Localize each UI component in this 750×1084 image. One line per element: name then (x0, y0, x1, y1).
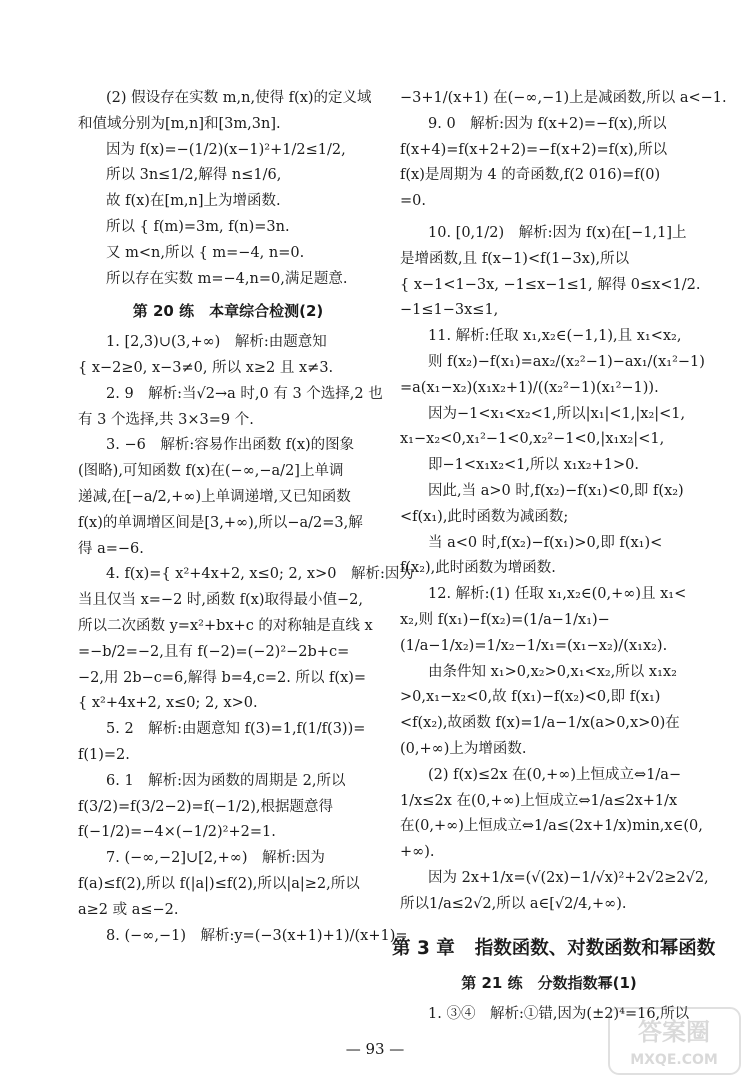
text-line: <f(x₂),故函数 f(x)=1/a−1/x(a>0,x>0)在 (400, 715, 680, 732)
text-line: 1. [2,3)∪(3,+∞) 解析:由题意知 (106, 334, 327, 351)
text-line: 又 m<n,所以 { m=−4, n=0. (106, 244, 305, 261)
text-line: 2. 9 解析:当√2→a 时,0 有 3 个选择,2 也 (106, 385, 383, 402)
text-line: f(−1/2)=−4×(−1/2)²+2=1. (78, 824, 276, 841)
text-line: 所以存在实数 m=−4,n=0,满足题意. (106, 270, 348, 287)
text-line: >0,x₁−x₂<0,故 f(x₁)−f(x₂)<0,即 f(x₁) (400, 689, 661, 706)
text-line: =a(x₁−x₂)(x₁x₂+1)/((x₂²−1)(x₁²−1)). (400, 379, 659, 396)
text-line: 7. (−∞,−2]∪[2,+∞) 解析:因为 (106, 850, 325, 867)
chapter-heading (392, 936, 716, 962)
text-line: 故 f(x)在[m,n]上为增函数. (106, 193, 281, 210)
chapter-number: 第 3 章 (392, 937, 455, 959)
text-line: 1. ③④ 解析:①错,因为(±2)⁴=16,所以 (428, 1006, 690, 1023)
text-line: x₂,则 f(x₁)−f(x₂)=(1/a−1/x₁)− (400, 611, 610, 628)
text-line: +∞). (400, 844, 435, 861)
text-line: 4. f(x)={ x²+4x+2, x≤0; 2, x>0 解析:因为 (106, 566, 414, 583)
text-line: a≥2 或 a≤−2. (78, 901, 179, 918)
text-line: =0. (400, 193, 426, 210)
text-line: (1/a−1/x₂)=1/x₂−1/x₁=(x₁−x₂)/(x₁x₂). (400, 637, 668, 654)
text-line: 6. 1 解析:因为函数的周期是 2,所以 (106, 772, 346, 789)
text-line: 所以二次函数 y=x²+bx+c 的对称轴是直线 x (78, 617, 373, 634)
text-line: (2) f(x)≤2x 在(0,+∞)上恒成立⇔1/a− (428, 766, 682, 783)
text-line: 则 f(x₂)−f(x₁)=ax₂/(x₂²−1)−ax₁/(x₁²−1) (428, 353, 705, 370)
text-line: 所以 { f(m)=3m, f(n)=3n. (106, 218, 290, 235)
text-line: 在(0,+∞)上恒成立⇔1/a≤(2x+1/x)min,x∈(0, (400, 818, 703, 835)
text-line: 当且仅当 x=−2 时,函数 f(x)取得最小值−2, (78, 592, 363, 609)
text-line: (0,+∞)上为增函数. (400, 740, 527, 757)
text-line: −1≤1−3x≤1, (400, 302, 499, 319)
text-line: 有 3 个选择,共 3×3=9 个. (78, 411, 254, 428)
chapter-title: 指数函数、对数函数和幂函数 (474, 937, 716, 959)
text-line: f(x)是周期为 4 的奇函数,f(2 016)=f(0) (400, 167, 661, 184)
text-line: 因为 f(x)=−(1/2)(x−1)²+1/2≤1/2, (106, 141, 346, 158)
text-line: 因为−1<x₁<x₂<1,所以|x₁|<1,|x₂|<1, (428, 405, 686, 422)
text-line: f(x₂),此时函数为增函数. (400, 560, 556, 577)
right-column (392, 86, 727, 1028)
text-line: (图略),可知函数 f(x)在(−∞,−a/2]上单调 (78, 463, 344, 480)
watermark-logo (607, 1006, 742, 1076)
text-line: =−b/2=−2,且有 f(−2)=(−2)²−2b+c= (78, 643, 350, 660)
section-heading: 第 20 练 本章综合检测(2) (132, 302, 324, 321)
text-line: 3. −6 解析:容易作出函数 f(x)的图象 (106, 437, 355, 454)
text-line: −2,用 2b−c=6,解得 b=4,c=2. 所以 f(x)= (78, 669, 367, 686)
text-line: 由条件知 x₁>0,x₂>0,x₁<x₂,所以 x₁x₂ (428, 663, 677, 680)
text-line: 和值域分别为[m,n]和[3m,3n]. (78, 115, 281, 132)
text-line: x₁−x₂<0,x₁²−1<0,x₂²−1<0,|x₁x₂|<1, (400, 431, 665, 448)
text-line: −3+1/(x+1) 在(−∞,−1)上是减函数,所以 a<−1. (400, 90, 727, 106)
text-line: 12. 解析:(1) 任取 x₁,x₂∈(0,+∞)且 x₁< (428, 586, 687, 603)
text-line: f(a)≤f(2),所以 f(|a|)≤f(2),所以|a|≥2,所以 (78, 875, 360, 892)
text-line: 所以1/a≤2√2,所以 a∈[√2/4,+∞). (400, 895, 627, 912)
watermark-text-cn: 答案圈 (638, 1018, 710, 1046)
text-line: 是增函数,且 f(x−1)<f(1−3x),所以 (400, 250, 630, 267)
text-line: 因此,当 a>0 时,f(x₂)−f(x₁)<0,即 f(x₂) (428, 482, 684, 499)
text-line: 因为 2x+1/x=(√(2x)−1/√x)²+2√2≥2√2, (428, 869, 709, 886)
text-line: (2) 假设存在实数 m,n,使得 f(x)的定义域 (106, 90, 372, 106)
left-column (78, 86, 414, 949)
text-line: 当 a<0 时,f(x₂)−f(x₁)>0,即 f(x₁)< (428, 534, 663, 551)
text-line: 9. 0 解析:因为 f(x+2)=−f(x),所以 (428, 115, 667, 132)
text-line: 所以 3n≤1/2,解得 n≤1/6, (106, 167, 282, 184)
text-line: { x−2≥0, x−3≠0, 所以 x≥2 且 x≠3. (78, 359, 334, 376)
section-heading: 第 21 练 分数指数幂(1) (461, 974, 637, 993)
text-line: 得 a=−6. (78, 540, 144, 557)
page-number: — 93 — (345, 1040, 405, 1058)
text-line: 10. [0,1/2) 解析:因为 f(x)在[−1,1]上 (428, 224, 687, 241)
text-line: 即−1<x₁x₂<1,所以 x₁x₂+1>0. (428, 457, 639, 474)
watermark-text-url: MXQE.COM (630, 1052, 718, 1068)
text-line: f(3/2)=f(3/2−2)=f(−1/2),根据题意得 (78, 798, 333, 815)
text-line: { x²+4x+2, x≤0; 2, x>0. (78, 695, 258, 712)
text-line: 递减,在[−a/2,+∞)上单调递增,又已知函数 (78, 488, 351, 505)
text-line: f(x+4)=f(x+2+2)=−f(x+2)=f(x),所以 (400, 141, 668, 158)
text-line: 1/x≤2x 在(0,+∞)上恒成立⇔1/a≤2x+1/x (400, 792, 678, 809)
text-line: 5. 2 解析:由题意知 f(3)=1,f(1/f(3))= (106, 721, 366, 738)
text-line: f(x)的单调增区间是[3,+∞),所以−a/2=3,解 (78, 514, 363, 531)
text-line: f(1)=2. (78, 746, 130, 763)
text-line: { x−1<1−3x, −1≤x−1≤1, 解得 0≤x<1/2. (400, 276, 701, 293)
text-line: 8. (−∞,−1) 解析:y=(−3(x+1)+1)/(x+1)= (106, 927, 408, 944)
text-line: 11. 解析:任取 x₁,x₂∈(−1,1),且 x₁<x₂, (428, 328, 682, 345)
text-line: <f(x₁),此时函数为减函数; (400, 508, 569, 525)
